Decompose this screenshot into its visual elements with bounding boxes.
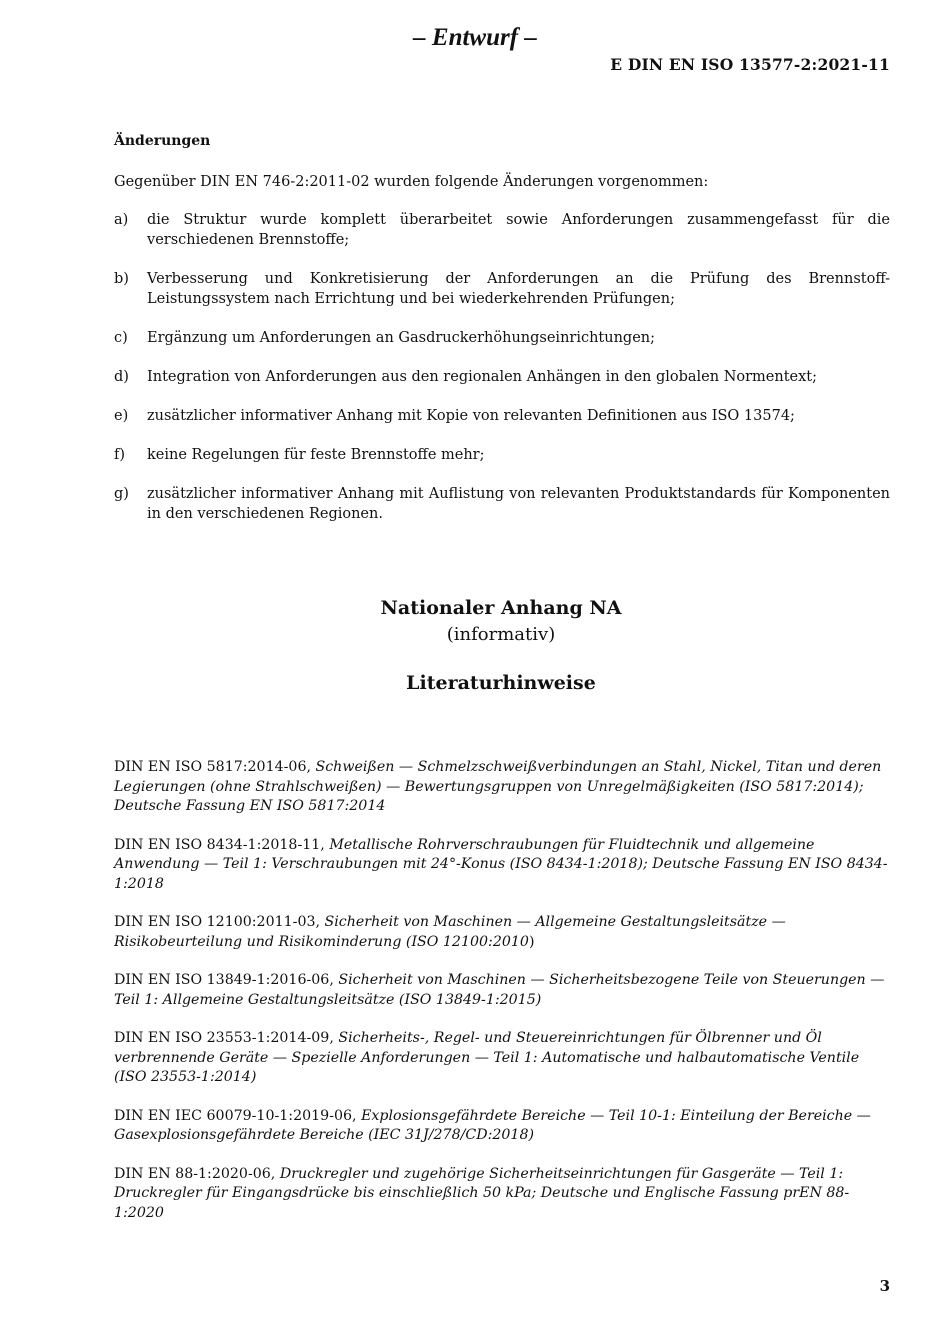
reference-id: DIN EN ISO 23553-1:2014-09,	[114, 1030, 334, 1046]
reference-entry	[114, 1107, 890, 1146]
changes-list	[114, 210, 890, 543]
annex-title: Nationaler Anhang NA	[380, 597, 622, 619]
draft-mark: – Entwurf –	[413, 24, 537, 51]
change-letter: d)	[114, 369, 129, 385]
reference-entry	[114, 1165, 890, 1224]
change-letter: g)	[114, 486, 129, 502]
reference-entry	[114, 913, 890, 952]
change-text: zusätzlicher informativer Anhang mit Kopie von relevanten Definitionen aus ISO 13574;	[147, 408, 795, 424]
reference-title: Sicherheits-, Regel- und Steuereinrichtungen für Ölbrenner und Öl verbrennende Geräte — Spezielle Anforderungen — Teil 1: Automatische und halbautomatische Ventile (ISO 23553-1:2014)	[114, 1030, 860, 1085]
change-text: Integration von Anforderungen aus den regionalen Anhängen in den globalen Normentext;	[147, 369, 818, 385]
change-item	[114, 406, 890, 426]
page-number: 3	[879, 1277, 890, 1295]
reference-id: DIN EN 88-1:2020-06,	[114, 1165, 276, 1182]
reference-id: DIN EN ISO 13849-1:2016-06,	[114, 972, 334, 988]
reference-entry	[114, 836, 890, 895]
change-letter: b)	[114, 271, 129, 287]
literature-heading: Literaturhinweise	[406, 672, 596, 694]
change-item	[114, 210, 890, 250]
reference-title: Sicherheit von Maschinen — Allgemeine Gestaltungsleitsätze — Risikobeurteilung und Risikominderung (ISO 12100:2010	[114, 914, 786, 950]
changes-heading: Änderungen	[114, 133, 211, 149]
reference-list	[114, 758, 890, 1242]
change-letter: e)	[114, 408, 129, 424]
change-text: zusätzlicher informativer Anhang mit Auflistung von relevanten Produktstandards für Komponenten in den verschiedenen Regionen.	[147, 486, 890, 522]
reference-id: DIN EN ISO 8434-1:2018-11,	[114, 836, 325, 853]
reference-title: Metallische Rohrverschraubungen für Fluidtechnik und allgemeine Anwendung — Teil 1: Verschraubungen mit 24°-Konus (ISO 8434-1:2018); Deutsche Fassung EN ISO 8434-1:2018	[114, 836, 888, 892]
change-item	[114, 445, 890, 465]
change-item	[114, 269, 890, 309]
change-text: keine Regelungen für feste Brennstoffe mehr;	[147, 447, 485, 463]
reference-title: Sicherheit von Maschinen — Sicherheitsbezogene Teile von Steuerungen — Teil 1: Allgemeine Gestaltungsleitsätze (ISO 13849-1:2015)	[114, 972, 885, 1008]
change-text: die Struktur wurde komplett überarbeitet sowie Anforderungen zusammengefasst für die verschiedenen Brennstoffe;	[147, 212, 890, 248]
reference-id: DIN EN ISO 5817:2014-06,	[114, 759, 311, 775]
change-letter: f)	[114, 447, 126, 463]
change-text: Verbesserung und Konkretisierung der Anforderungen an die Prüfung des Brennstoff-Leistungssystem nach Errichtung und bei wiederkehrenden Prüfungen;	[147, 271, 890, 307]
change-item	[114, 328, 890, 348]
reference-suffix: )	[528, 933, 535, 950]
reference-title: Druckregler und zugehörige Sicherheitseinrichtungen für Gasgeräte — Teil 1: Druckregler für Eingangsdrücke bis einschließlich 50 kPa; Deutsche und Englische Fassung prEN 88-1:2020	[114, 1165, 850, 1221]
reference-entry	[114, 758, 890, 817]
reference-entry	[114, 971, 890, 1010]
change-item	[114, 484, 890, 524]
reference-title: Explosionsgefährdete Bereiche — Teil 10-1: Einteilung der Bereiche — Gasexplosionsgefährdete Bereiche (IEC 31J/278/CD:2018)	[114, 1107, 871, 1143]
document-id: E DIN EN ISO 13577-2:2021-11	[610, 55, 890, 74]
change-text: Ergänzung um Anforderungen an Gasdruckerhöhungseinrichtungen;	[147, 330, 656, 346]
changes-intro: Gegenüber DIN EN 746-2:2011-02 wurden folgende Änderungen vorgenommen:	[114, 174, 709, 190]
reference-title: Schweißen — Schmelzschweißverbindungen an Stahl, Nickel, Titan und deren Legierungen (ohne Strahlschweißen) — Bewertungsgruppen von Unregelmäßigkeiten (ISO 5817:2014); Deutsche Fassung EN ISO 5817:2014	[114, 759, 882, 814]
change-letter: c)	[114, 330, 128, 346]
reference-id: DIN EN ISO 12100:2011-03,	[114, 914, 321, 930]
change-item	[114, 367, 890, 387]
annex-subtitle: (informativ)	[446, 624, 556, 645]
reference-entry	[114, 1029, 890, 1088]
reference-id: DIN EN IEC 60079-10-1:2019-06,	[114, 1107, 357, 1124]
change-letter: a)	[114, 212, 129, 228]
